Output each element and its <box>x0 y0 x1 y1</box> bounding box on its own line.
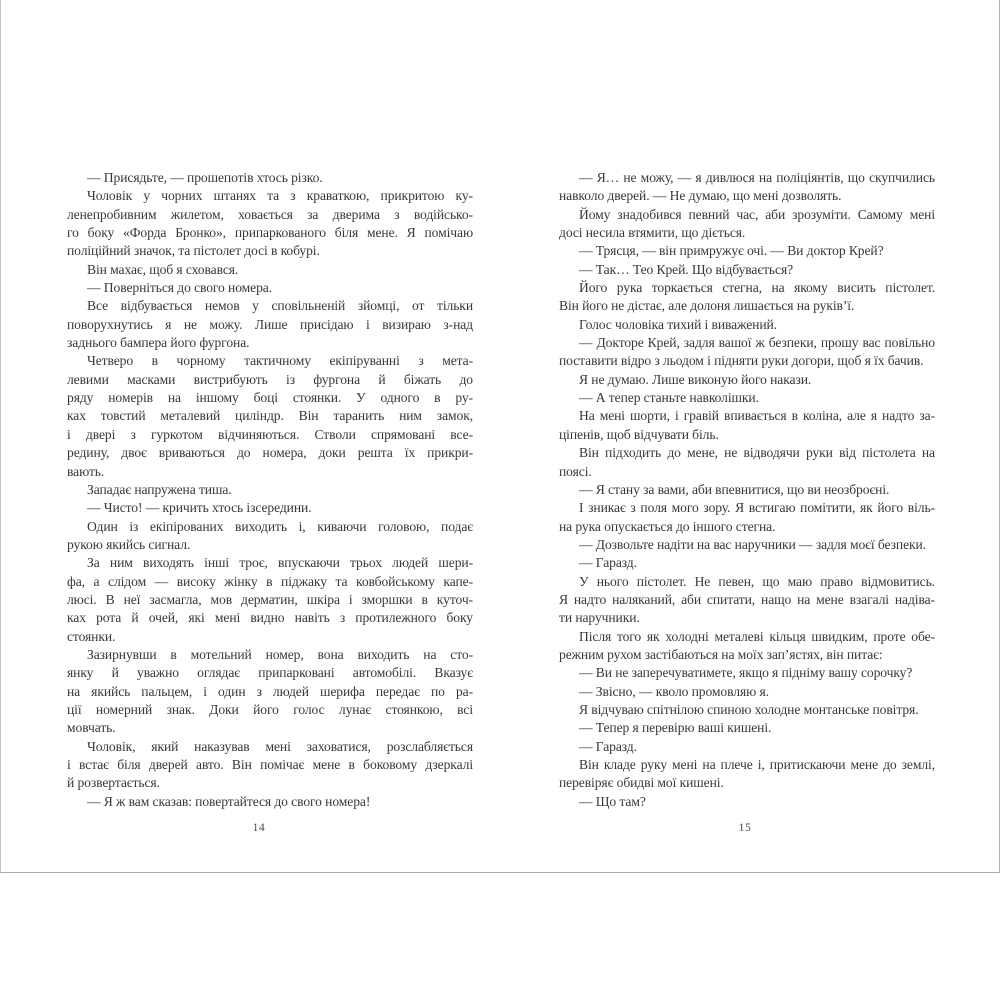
text-line: і двері з гуркотом відчиняються. Стволи спрямовані все- <box>67 426 473 442</box>
text-line: янку й уважно оглядає припарковані автомобілі. Вказує <box>67 665 473 681</box>
text-line: — Поверніться до свого номера. <box>87 280 273 296</box>
text-line: Я надто наляканий, аби спитати, нащо на мене взагалі надіва- <box>559 591 935 607</box>
text-line: досі несила втямити, що діється. <box>559 225 746 241</box>
text-line: Він махає, щоб я сховався. <box>87 261 239 277</box>
text-line: Він підходить до мене, не відводячи руки від пістолета на <box>579 445 935 461</box>
text-line: Один із екіпірованих виходить і, киваючи головою, подає <box>87 518 473 534</box>
text-line: — Присядьте, — прошепотів хтось різко. <box>87 170 323 185</box>
text-line: левими масками вистрибують із фургона й біжать до <box>67 371 473 387</box>
text-line: Все відбувається немов у сповільненій зйомці, от тільки <box>87 298 473 314</box>
text-line: й розвертається. <box>67 775 160 791</box>
right-page-text <box>559 169 935 811</box>
text-line: Зазирнувши в мотельний номер, вона виходить на сто- <box>87 646 473 662</box>
text-line: Йому знадобився певний час, аби зрозуміти. Самому мені <box>579 206 935 222</box>
text-line: — А тепер станьте навколішки. <box>579 390 759 406</box>
text-line: мовчать. <box>67 720 116 736</box>
text-line: Чоловік, який наказував мені заховатися, розслабляється <box>87 738 473 754</box>
right-page-number: 15 <box>738 822 752 834</box>
text-line: І зникає з поля мого зору. Я встигаю помітити, як його віль- <box>579 500 935 516</box>
text-line: і встає біля дверей авто. Він помічає мене в боковому дзеркалі <box>67 757 473 772</box>
text-line: — Так… Тео Крей. Що відбувається? <box>579 261 794 277</box>
text-line: ках товстий металевий циліндр. Він таранить ним замок, <box>67 408 473 424</box>
text-line: — Гаразд. <box>579 738 637 754</box>
text-line: перевіряє обидві мої кишені. <box>559 775 724 791</box>
text-line: ти наручники. <box>559 610 640 626</box>
text-line: Він його не дістає, але долоня лишається на руків’ї. <box>559 298 855 314</box>
text-line: За ним виходять інші троє, впускаючи трьох людей шери- <box>87 555 473 571</box>
text-line: поясі. <box>559 463 592 479</box>
text-line: — Я стану за вами, аби впевнитися, що ви неозброєні. <box>579 481 890 497</box>
text-line: поставити відро з льодом і підняти руки догори, щоб я їх бачив. <box>559 353 924 369</box>
text-line: люсі. В неї засмагла, мов дерматин, шкіра і зморшки в куточ- <box>67 591 473 607</box>
text-line: редину, двоє вриваються до номера, доки решта їх прикри- <box>67 445 473 461</box>
text-line: на рука опускається до іншого стегна. <box>559 518 776 534</box>
text-line: ряду номерів на іншому боці стоянки. У одного в ру- <box>67 390 473 406</box>
left-page-number: 14 <box>252 822 266 834</box>
text-line: — Я… не можу, — я дивлюся на поліціянтів, що скупчились <box>579 170 935 185</box>
text-line: ціпенів, щоб відчувати біль. <box>559 426 719 442</box>
text-line: навколо дверей. — Не думаю, що мені дозволять. <box>559 188 842 204</box>
text-line: Четверо в чорному тактичному екіпіруванні з мета- <box>87 353 473 369</box>
text-line: — Ви не заперечуватимете, якщо я підніму вашу сорочку? <box>579 665 913 681</box>
text-line: Голос чоловіка тихий і виважений. <box>579 316 777 332</box>
text-line: Я не думаю. Лише виконую його накази. <box>579 371 812 387</box>
text-line: Він кладе руку мені на плече і, притискаючи мене до землі, <box>579 757 935 772</box>
text-line: На мені шорти, і гравій впивається в коліна, але я надто за- <box>579 408 935 424</box>
text-line: го боку «Форда Бронко», припаркованого біля мене. Я помічаю <box>67 225 473 241</box>
text-line: Западає напружена тиша. <box>87 481 232 497</box>
text-line: поліційний значок, та пістолет досі в кобурі. <box>67 243 320 259</box>
text-line: — Звісно, — кволо промовляю я. <box>579 683 769 699</box>
text-line: — Трясця, — він примружує очі. — Ви доктор Крей? <box>579 243 884 259</box>
text-line: Я відчуваю спітнілою спиною холодне монтанське повітря. <box>579 701 919 717</box>
text-line: — Що там? <box>579 793 646 809</box>
text-line: ках рота й очей, які мені видно навіть з протилежного боку <box>67 610 473 626</box>
text-line: на якийсь пальцем, і один з людей шерифа передає по ра- <box>67 683 473 699</box>
text-line: режним рухом застібаються на моїх зап’ястях, він питає: <box>559 646 883 662</box>
text-line: фа, а слідом — високу жінку в піджаку та ковбойському капе- <box>67 573 473 589</box>
text-line: — Тепер я перевірю ваші кишені. <box>579 720 772 736</box>
text-line: заднього бампера його фургона. <box>67 335 250 351</box>
text-line: Після того як холодні металеві кільця швидким, проте обе- <box>579 628 935 644</box>
text-line: стоянки. <box>67 628 116 644</box>
text-line: Його рука торкається стегна, на якому висить пістолет. <box>579 280 935 296</box>
text-line: — Чисто! — кричить хтось ізсередини. <box>87 500 312 516</box>
text-line: вають. <box>67 463 105 479</box>
text-line: ленепробивним жилетом, ховається за дверима з водійсько- <box>67 206 473 222</box>
text-line: — Я ж вам сказав: повертайтеся до свого номера! <box>87 793 371 809</box>
text-line: — Докторе Крей, задля вашої ж безпеки, прошу вас повільно <box>579 335 935 351</box>
text-line: — Дозвольте надіти на вас наручники — задля моєї безпеки. <box>579 536 926 552</box>
text-line: ції номерний знак. Доки його голос лунає стоянкою, всі <box>67 701 473 717</box>
left-page-text <box>67 169 473 811</box>
text-line: рукою якийсь сигнал. <box>67 536 191 552</box>
text-line: Чоловік у чорних штанях та з краваткою, прикритою ку- <box>87 188 473 204</box>
text-line: У нього пістолет. Не певен, що маю право відмовитись. <box>579 573 935 589</box>
text-line: — Гаразд. <box>579 555 637 571</box>
text-line: поворухнутись я не можу. Лише присідаю і визираю з-над <box>67 316 473 332</box>
